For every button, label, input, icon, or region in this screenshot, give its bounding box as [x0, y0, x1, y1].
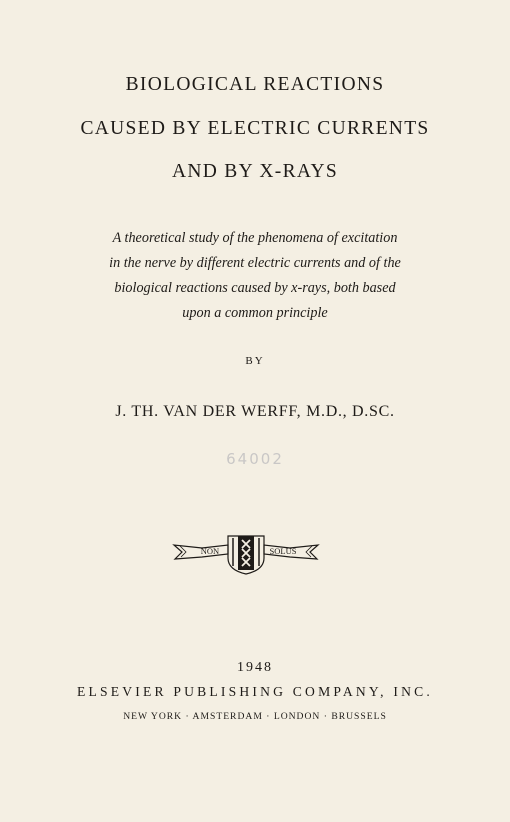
publication-year: 1948: [237, 660, 273, 675]
title-line-2: CAUSED BY ELECTRIC CURRENTS: [80, 118, 430, 139]
library-stamp: 64002: [226, 450, 284, 468]
by-label: BY: [245, 355, 265, 367]
subtitle: [0, 226, 510, 326]
logo-left-word: NON: [200, 546, 220, 556]
subtitle-line-3: biological reactions caused by x-rays, both based: [114, 280, 396, 296]
publisher-logo-icon: [172, 532, 320, 576]
publisher-name: ELSEVIER PUBLISHING COMPANY, INC.: [77, 684, 433, 699]
publisher-cities: NEW YORK · AMSTERDAM · LONDON · BRUSSELS: [123, 711, 387, 722]
title-line-1: BIOLOGICAL REACTIONS: [125, 74, 385, 95]
subtitle-line-1: A theoretical study of the phenomena of excitation: [112, 230, 398, 246]
subtitle-line-2: in the nerve by different electric currents and of the: [109, 255, 401, 271]
author-name: J. TH. VAN DER WERFF, M.D., D.SC.: [115, 403, 395, 420]
subtitle-line-4: upon a common principle: [182, 305, 328, 321]
logo-right-word: SOLUS: [269, 546, 297, 556]
title-line-3: AND BY X-RAYS: [171, 161, 339, 182]
